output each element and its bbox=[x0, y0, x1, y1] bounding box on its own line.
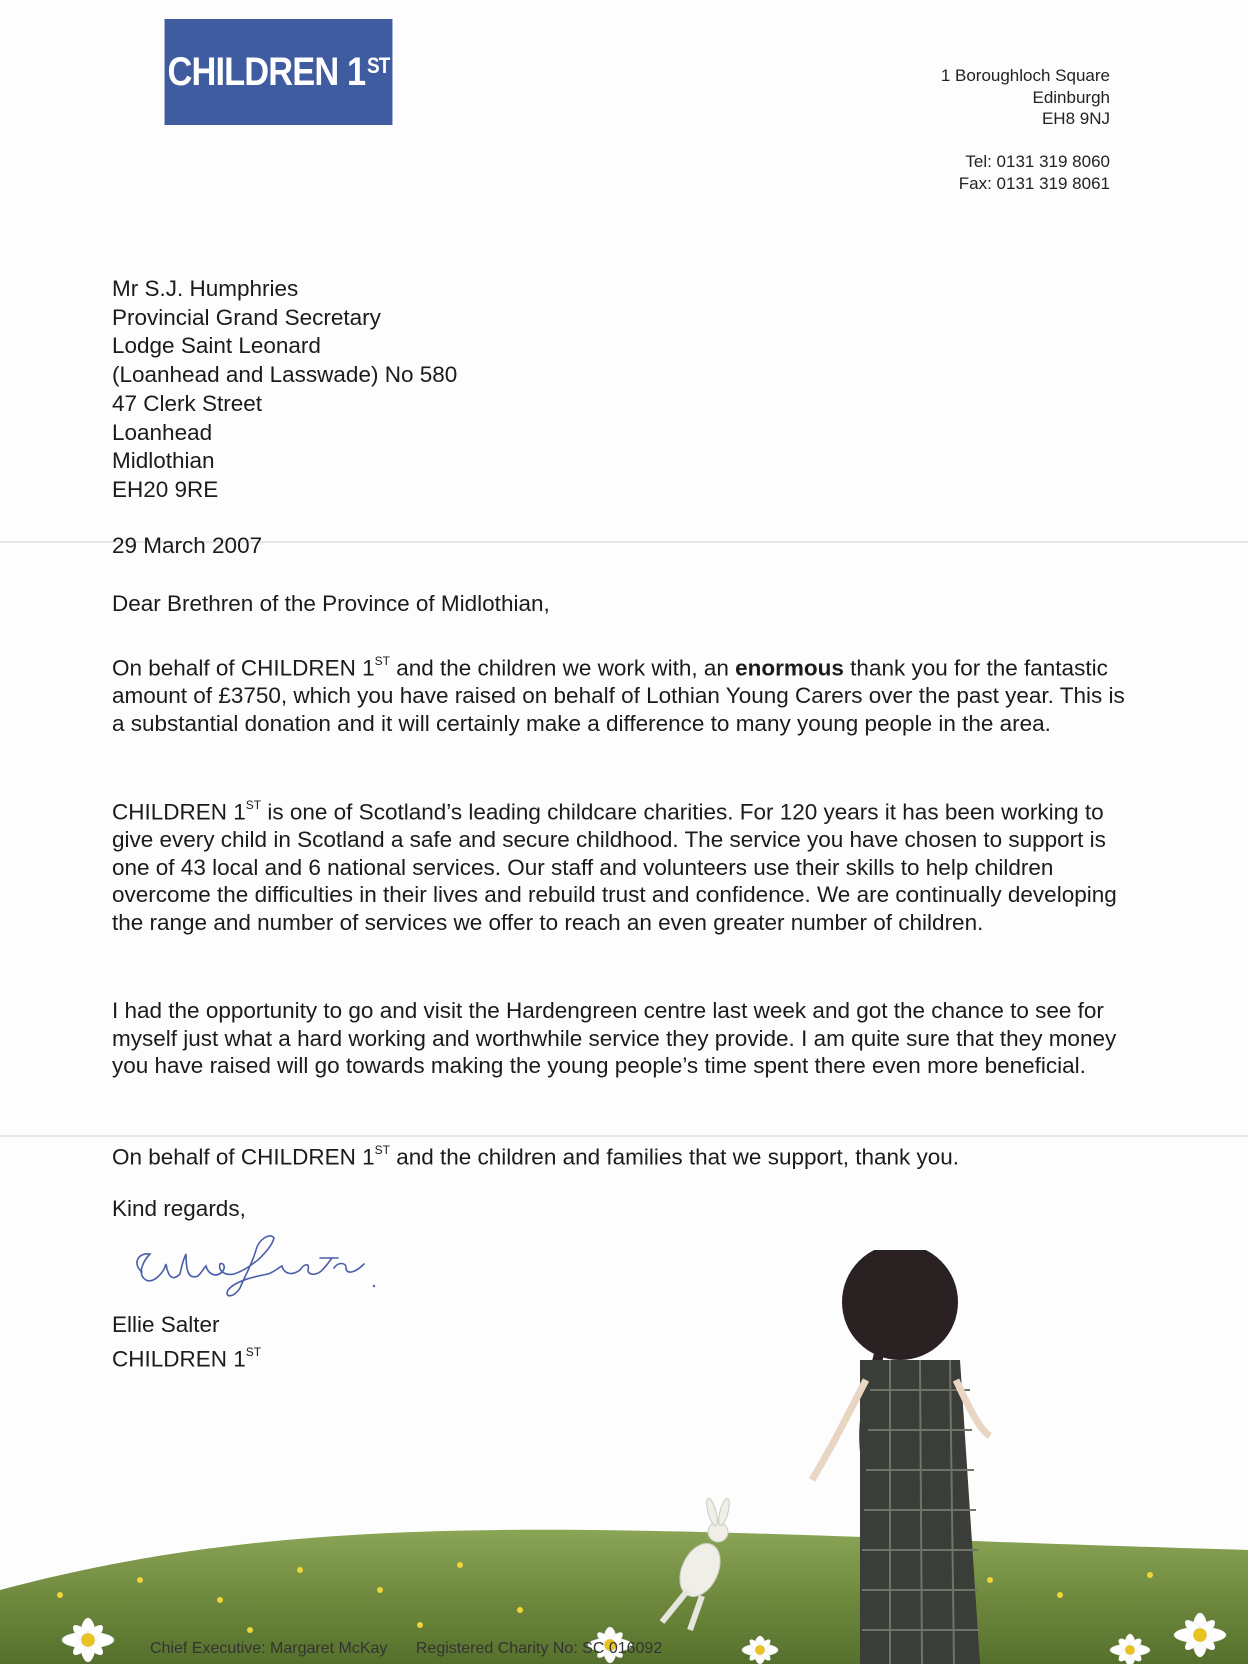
sender-address-line: Edinburgh bbox=[1032, 87, 1110, 107]
text-run: and the children we work with, an bbox=[389, 655, 736, 681]
emphasis: enormous bbox=[735, 655, 844, 681]
text-run: On behalf of CHILDREN 1 bbox=[112, 1144, 375, 1170]
recipient-line: EH20 9RE bbox=[112, 476, 219, 502]
superscript: ST bbox=[374, 654, 390, 668]
paragraph-thanks bbox=[112, 650, 1142, 737]
paragraph-closing-thanks bbox=[112, 1139, 1142, 1171]
recipient-address bbox=[112, 275, 457, 505]
letter-date: 29 March 2007 bbox=[112, 533, 263, 558]
sender-address-line: 1 Boroughloch Square bbox=[940, 66, 1110, 85]
fax: Fax: 0131 319 8061 bbox=[958, 173, 1110, 193]
recipient-line: Provincial Grand Secretary bbox=[112, 304, 381, 330]
charity-number: Registered Charity No: SC 016092 bbox=[415, 1640, 663, 1657]
text-run: CHILDREN 1 bbox=[112, 799, 246, 825]
recipient-line: (Loanhead and Lasswade) No 580 bbox=[112, 362, 458, 388]
paragraph-charity-info bbox=[112, 794, 1142, 936]
sender-contact bbox=[959, 151, 1110, 194]
logo-superscript: ST bbox=[367, 53, 390, 78]
footer bbox=[150, 1640, 686, 1658]
superscript: ST bbox=[374, 1143, 390, 1157]
salutation: Dear Brethren of the Province of Midlothian, bbox=[112, 591, 550, 616]
logo-text: CHILDREN 1 bbox=[167, 49, 366, 94]
recipient-line: Midlothian bbox=[112, 448, 215, 474]
chief-executive: Chief Executive: Margaret McKay bbox=[150, 1640, 388, 1657]
paragraph-visit: I had the opportunity to go and visit the Hardengreen centre last week and got the chance to see for myself just what a hard working and worthwhile service they provide. I am quite sure that they money you have raised will go towards making the young people’s time spent there even more beneficial. bbox=[112, 998, 1117, 1078]
text-run: is one of Scotland’s leading childcare charities. For 120 years it has been working to give every child in Scotland a safe and secure childhood. The service you have chosen to support is one of 43 local and 6 national services. Our staff and volunteers use their skills to help children overcome the difficulties in their lives and rebuild trust and confidence. We are continually developing the range and number of services we offer to reach an even greater number of children. bbox=[112, 799, 1117, 935]
sender-address bbox=[941, 65, 1110, 130]
sender-address-line: EH8 9NJ bbox=[1041, 109, 1110, 128]
recipient-line: Mr S.J. Humphries bbox=[112, 276, 299, 301]
text-run: and the children and families that we support, thank you. bbox=[389, 1144, 960, 1170]
closing: Kind regards, bbox=[112, 1196, 246, 1221]
fold-line bbox=[0, 1135, 1248, 1137]
children-1st-logo bbox=[165, 19, 393, 125]
telephone: Tel: 0131 319 8060 bbox=[965, 152, 1110, 171]
superscript: ST bbox=[245, 798, 262, 812]
superscript: ST bbox=[245, 1344, 262, 1359]
recipient-line: Lodge Saint Leonard bbox=[112, 333, 321, 359]
text-run: thank you for the fantastic amount of £3750, which you have raised on behalf of Lothian Young Carers over the past year. This is a substantial donation and it will certainly make a difference to many young people in the area. bbox=[112, 655, 1125, 736]
recipient-line: Loanhead bbox=[112, 419, 213, 445]
recipient-line: 47 Clerk Street bbox=[112, 390, 263, 416]
text-run: CHILDREN 1 bbox=[112, 1346, 246, 1371]
signer-name: Ellie Salter bbox=[112, 1312, 220, 1337]
text-run: On behalf of CHILDREN 1 bbox=[112, 655, 375, 681]
meadow-illustration bbox=[0, 1250, 1248, 1664]
